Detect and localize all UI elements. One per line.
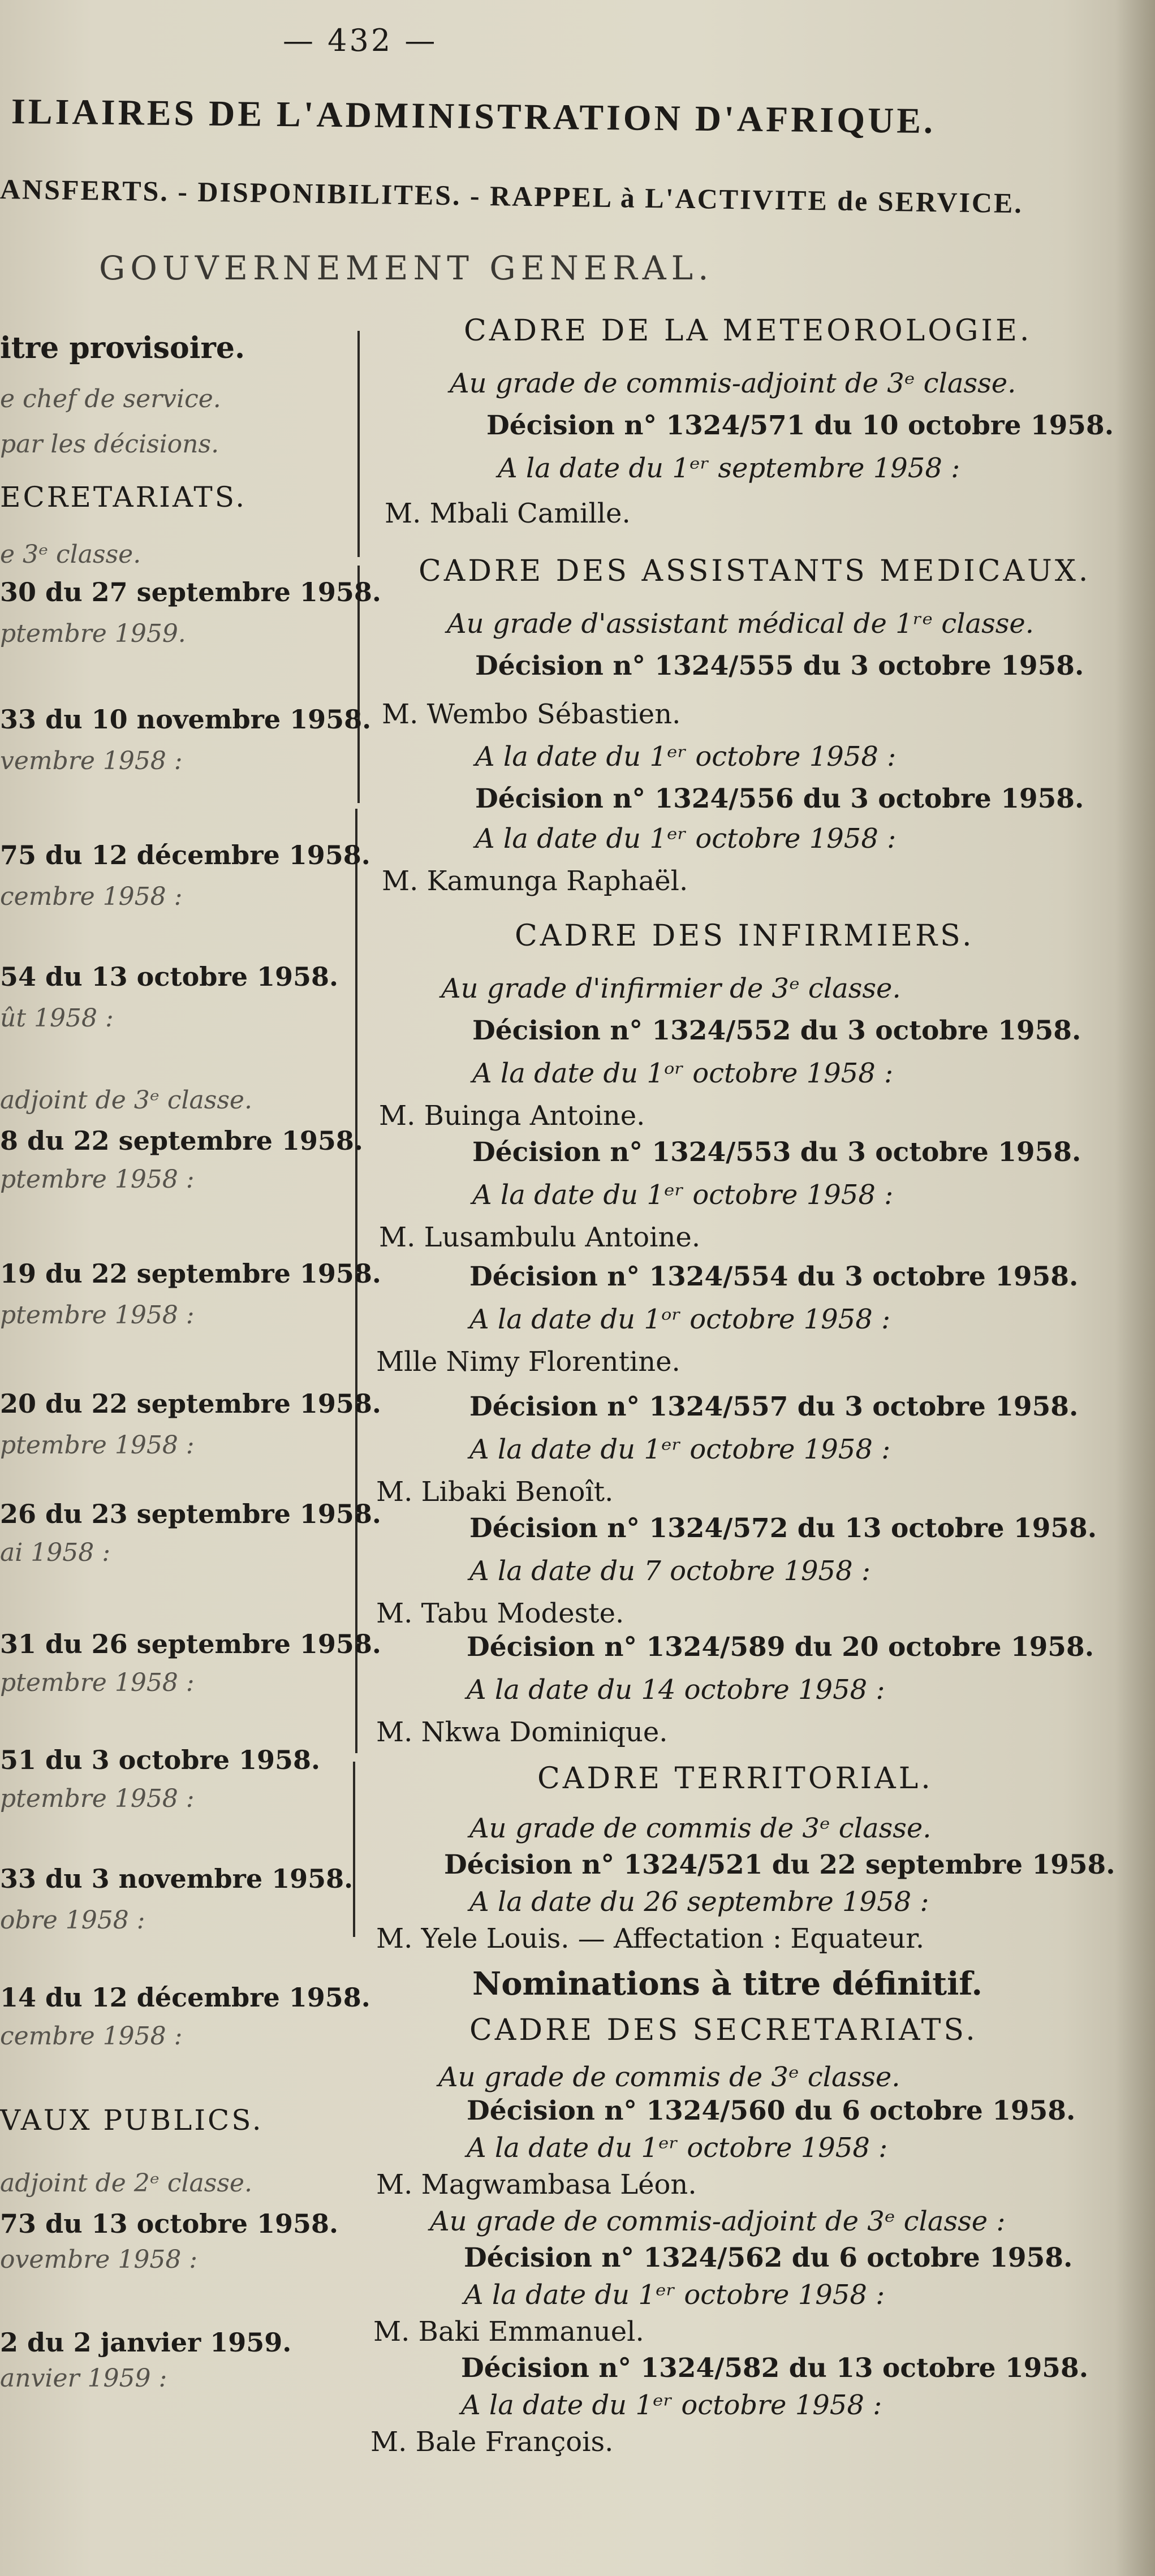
left-line: ptembre 1958 : <box>0 1784 195 1813</box>
decision-line: Décision n° 1324/560 du 6 octobre 1958. <box>467 2095 1076 2126</box>
person-name: M. Nkwa Dominique. <box>376 1716 668 1748</box>
cadre-heading: CADRE TERRITORIAL. <box>537 1762 933 1796</box>
person-name: M. Bale François. <box>370 2426 614 2458</box>
page-number: — 432 — <box>283 23 438 58</box>
left-line: 26 du 23 septembre 1958. <box>0 1499 381 1529</box>
person-name: M. Magwambasa Léon. <box>376 2169 697 2200</box>
left-line: e 3ᵉ classe. <box>0 540 141 569</box>
left-line: itre provisoire. <box>0 331 245 365</box>
decision-line: Décision n° 1324/571 du 10 octobre 1958. <box>486 410 1114 441</box>
grade-line: Au grade d'infirmier de 3ᵉ classe. <box>441 973 901 1004</box>
left-line: 2 du 2 janvier 1959. <box>0 2327 292 2358</box>
left-line: 54 du 13 octobre 1958. <box>0 961 339 992</box>
left-line: par les décisions. <box>0 430 219 459</box>
section-heading: GOUVERNEMENT GENERAL. <box>99 249 714 287</box>
left-line: 33 du 3 novembre 1958. <box>0 1863 354 1894</box>
left-line: 75 du 12 décembre 1958. <box>0 840 370 870</box>
left-line: ptembre 1958 : <box>0 1431 195 1460</box>
decision-line: Décision n° 1324/556 du 3 octobre 1958. <box>475 783 1084 814</box>
grade-line: Au grade d'assistant médical de 1ʳᵉ classe. <box>447 608 1034 640</box>
left-line: 30 du 27 septembre 1958. <box>0 577 381 607</box>
cadre-heading: CADRE DES INFIRMIERS. <box>515 919 975 953</box>
page-title: ILIAIRES DE L'ADMINISTRATION D'AFRIQUE. <box>11 91 936 141</box>
person-name: M. Libaki Benoît. <box>376 1476 614 1508</box>
left-line: obre 1958 : <box>0 1906 145 1935</box>
cadre-heading: CADRE DE LA METEOROLOGIE. <box>464 314 1032 348</box>
left-line: 14 du 12 décembre 1958. <box>0 1982 370 2013</box>
person-name: M. Lusambulu Antoine. <box>379 1222 701 1253</box>
date-line: A la date du 1ᵉʳ septembre 1958 : <box>498 452 960 484</box>
left-line: 20 du 22 septembre 1958. <box>0 1388 381 1419</box>
person-name: M. Kamunga Raphaël. <box>382 865 688 897</box>
left-line: 31 du 26 septembre 1958. <box>0 1629 381 1659</box>
left-line: adjoint de 3ᵉ classe. <box>0 1086 252 1115</box>
person-name: M. Wembo Sébastien. <box>382 698 681 730</box>
decision-line: Décision n° 1324/562 du 6 octobre 1958. <box>464 2242 1073 2273</box>
decision-line: Décision n° 1324/554 du 3 octobre 1958. <box>469 1261 1079 1292</box>
left-line: 51 du 3 octobre 1958. <box>0 1745 321 1775</box>
person-name: M. Tabu Modeste. <box>376 1598 624 1629</box>
decision-line: Décision n° 1324/582 du 13 octobre 1958. <box>461 2353 1089 2384</box>
date-line: A la date du 1ᵉʳ octobre 1958 : <box>469 1434 891 1465</box>
date-line: A la date du 1ᵒʳ octobre 1958 : <box>469 1304 891 1335</box>
left-line: ptembre 1958 : <box>0 1301 195 1330</box>
cadre-heading: CADRE DES ASSISTANTS MEDICAUX. <box>419 554 1091 588</box>
person-name: Mlle Nimy Florentine. <box>376 1346 680 1378</box>
person-name: M. Yele Louis. — Affectation : Equateur. <box>376 1923 925 1954</box>
left-line: anvier 1959 : <box>0 2364 167 2393</box>
grade-line: Au grade de commis de 3ᵉ classe. <box>438 2061 900 2093</box>
date-line: A la date du 1ᵉʳ octobre 1958 : <box>475 823 897 855</box>
left-line: adjoint de 2ᵉ classe. <box>0 2169 252 2198</box>
date-line: A la date du 1ᵉʳ octobre 1958 : <box>475 741 897 773</box>
left-line: VAUX PUBLICS. <box>0 2104 264 2137</box>
page-subtitle: ANSFERTS. - DISPONIBILITES. - RAPPEL à L'ACTIVITE de SERVICE. <box>0 173 1024 219</box>
date-line: A la date du 1ᵉʳ octobre 1958 : <box>467 2132 888 2164</box>
left-line: 19 du 22 septembre 1958. <box>0 1258 381 1289</box>
person-name: M. Buinga Antoine. <box>379 1100 645 1132</box>
date-line: A la date du 1ᵉʳ octobre 1958 : <box>464 2279 885 2311</box>
person-name: M. Baki Emmanuel. <box>373 2316 644 2348</box>
decision-line: Décision n° 1324/589 du 20 octobre 1958. <box>467 1632 1094 1663</box>
decision-line: Décision n° 1324/572 du 13 octobre 1958. <box>469 1513 1097 1544</box>
grade-line: Au grade de commis de 3ᵉ classe. <box>469 1813 932 1844</box>
left-line: ECRETARIATS. <box>0 481 247 514</box>
cadre-heading: CADRE DES SECRETARIATS. <box>469 2013 978 2047</box>
left-line: e chef de service. <box>0 385 221 413</box>
date-line: A la date du 7 octobre 1958 : <box>469 1555 871 1587</box>
left-line: cembre 1958 : <box>0 2022 183 2051</box>
left-line: 8 du 22 septembre 1958. <box>0 1125 363 1156</box>
left-line: ovembre 1958 : <box>0 2245 198 2274</box>
date-line: A la date du 1ᵒʳ octobre 1958 : <box>472 1058 894 1089</box>
left-line: ptembre 1958 : <box>0 1668 195 1697</box>
left-line: 33 du 10 novembre 1958. <box>0 704 372 735</box>
date-line: A la date du 26 septembre 1958 : <box>469 1886 929 1918</box>
section-subheading: Nominations à titre définitif. <box>472 1965 982 2003</box>
left-line: cembre 1958 : <box>0 882 183 911</box>
column-divider <box>353 1762 355 1937</box>
grade-line: Au grade de commis-adjoint de 3ᵉ classe : <box>430 2206 1006 2237</box>
decision-line: Décision n° 1324/521 du 22 septembre 1958. <box>444 1849 1115 1880</box>
left-line: 73 du 13 octobre 1958. <box>0 2208 339 2239</box>
person-name: M. Mbali Camille. <box>385 498 631 529</box>
decision-line: Décision n° 1324/557 du 3 octobre 1958. <box>469 1391 1079 1422</box>
decision-line: Décision n° 1324/555 du 3 octobre 1958. <box>475 650 1084 681</box>
column-divider <box>357 331 360 557</box>
date-line: A la date du 14 octobre 1958 : <box>467 1674 885 1706</box>
left-line: ptembre 1959. <box>0 619 186 648</box>
grade-line: Au grade de commis-adjoint de 3ᵉ classe. <box>450 368 1016 399</box>
decision-line: Décision n° 1324/552 du 3 octobre 1958. <box>472 1015 1081 1046</box>
left-line: ptembre 1958 : <box>0 1165 195 1194</box>
left-line: ût 1958 : <box>0 1004 114 1033</box>
date-line: A la date du 1ᵉʳ octobre 1958 : <box>461 2389 882 2421</box>
left-line: vembre 1958 : <box>0 747 183 775</box>
decision-line: Décision n° 1324/553 du 3 octobre 1958. <box>472 1137 1081 1168</box>
date-line: A la date du 1ᵉʳ octobre 1958 : <box>472 1179 894 1211</box>
left-line: ai 1958 : <box>0 1538 111 1567</box>
